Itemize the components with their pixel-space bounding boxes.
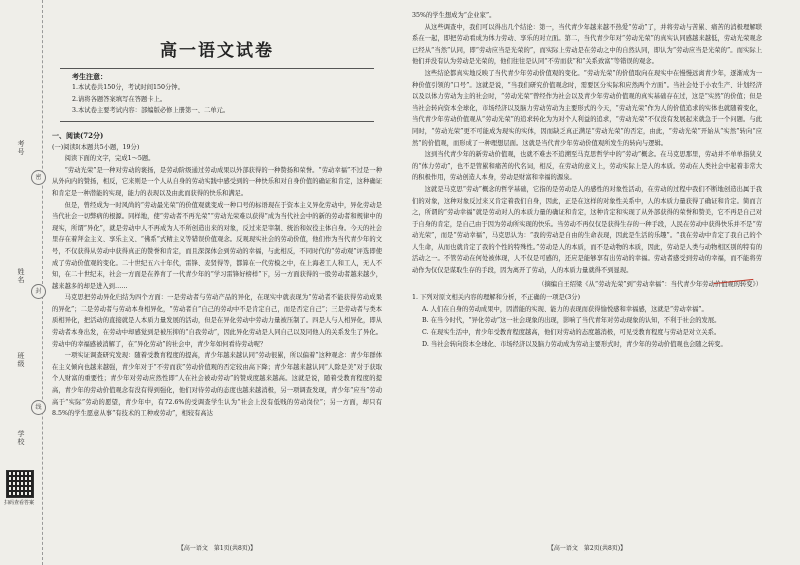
answer-option[interactable]: C. 在现实生活中，青少年受教育程度越高，他们对劳动的态度越消极，可见受教育程度与劳动是对立关系。 [422, 329, 721, 337]
passage-paragraph: 但是，曾经成为一时风尚的“劳动最光荣”的价值观就变成一种口号的标语现在于资本主义异化劳动中，异化劳动是当代社会一切弊病的根源。同样地，使“劳动者不再光荣”“劳动光荣难以获得”成为当代社会中的新的劳动者和规律中的现实，所谓“异化”，就是劳动中人不再成为人不所创造出来的对象，反过来是宰制、统治和奴役主体自身。今天的社会里存在着拜金主义、享乐主义、“佛系”式精主义等错误价值观念。反观现实社会的劳动价值，他们作为当代青少年的文号，不仅获得从劳动中获得真正的赞誉和肯定，而且深深体会到劳动的幸福，与此相反，不同时代的“劳动观”评选即使成了劳动价值观的变化。二十世纪五六十年代，雷锋、麦贤得等，都算在一代劳模之中，在上海老工人和工人，无人不知，在二十世纪末，社会一方面是在养育了一代青少年的“学习雷锋好榜样”下，另一方面获得的一股劳动者越来越少，越来越多的却是进入到…… [52, 201, 382, 290]
passage-paragraph: 这到当代青少年的新劳动价值观，也就不难去不追溯至马克思哲学中的“劳动”概念。在马克思那里，劳动并不单单指狭义的“体力劳动”，也不是管累和痛苦的代名词，相反，在劳动的意义上，劳动实际上是人的本质。劳动在人类社会中起着非常大的积极作用，劳动创造人本身，劳动是财富和幸福的源泉。 [412, 151, 762, 182]
notice-item: 1.本试卷共150分，考试时间150分钟。 [72, 84, 184, 92]
answer-option[interactable]: A. 人们在自身的劳动成果中，因潜能的实现、能力的表现而获得愉悦感和幸福感，这就是“劳动幸福”。 [422, 305, 708, 313]
section-heading: 一、阅读(72分) [52, 130, 104, 140]
page-title: 高一语文试卷 [160, 41, 274, 61]
passage-paragraph: 一项实证调查研究发现：随着受教育程度的提高，青少年越来越认同“劳动很累，所以偏着”这种观念：青少年群体在主义倾向也越来越强，青少年对于“不劳而获”劳动价值观的否定较由高下降；青少年越来越认同“人除是美”对于获取个人财富的重要性；青少年对劳动应然性即“人在社会被动劳动”的赞成度越来越高。这就是说，随着受教育程度的提高，青少年的劳动价值观念有没有得到强化，他们对待劳动的态度也越来越消极，另一项调查发现，青少年“应当”劳动高于“实际”劳动的愿望，青少年中，有72.6%的受调查学生认为“社会上没有低贱的劳动岗位”；另一方面，却只有8.5%的学生愿意从事“有技术的工种或劳动”，相较有高达 [52, 352, 382, 418]
instruction: 阅读下面的文字，完成1～5题。 [64, 155, 155, 163]
passage-continuation: 35%的学生想成为“企业家”。 [412, 12, 496, 19]
label-class: 班级 [17, 352, 25, 368]
seal-mark: 封 [31, 284, 46, 299]
label-name: 姓名 [17, 268, 25, 284]
page-2 [412, 10, 762, 555]
passage-paragraph: 这就是马克思“劳动”概念的哲学基础，它指的是劳动是人的感性的对象性活动，在劳动的过程中我们不断地创造出属于我们的对象，这种对象反过来又肯定着我们自身，因此，正是在这样的对象性关系中，人的本质力量获得了确证和肯定。简而言之，所谓的“劳动幸福”就是劳动对人的本质力量的确证和肯定，这种肯定和实现了从外部获得的荣誉和赞美，它不再是自己对于自身的肯定，是自己由于因为劳动所实现的快乐。当劳动不再仅仅是获得生存的一种手段，人民在劳动中获得快乐并不是“劳动光荣”，而是“劳动幸福”，马克思认为：“我的劳动是自由的生命表现，因此是生活的乐趣”。“我在劳动中肯定了我自己的个人生命，从而也就肯定了我的个性的特殊性。”劳动是人的本质，而不是动物的本质，因此，劳动是人类与动物相区别的特有的活动之一。不管劳动在何处被体现，人不仅是可感的，还应是能够享有出劳动的幸福。劳动者感受到劳动的幸福，而不能将劳动作为仅仅是谋取生存的手段，因为离开了劳动，人的本质力量就得不到显现。 [412, 185, 762, 275]
passage-paragraph: “劳动光荣”是一种对劳动的褒扬，是劳动阶级通过劳动成果以外部获得的一种赞扬和荣誉。“劳动幸福”不过是一种从外向内的赞扬，相反，它来则是一个人从自身的劳动实践中感受到的一种快乐和对自身价值的确证和肯定，这种确证和肯定是一种潜能的实现，能力的表现以及由此而获得的快乐和满足。 [52, 166, 382, 197]
exam-notice [60, 68, 374, 122]
label-school: 学校 [17, 430, 25, 446]
label-exam-number: 考号 [17, 140, 25, 156]
page-footer: 【高一语文 第2页(共8页)】 [547, 545, 627, 553]
notice-heading: 考生注意： [72, 71, 107, 81]
qr-code-icon[interactable] [6, 470, 34, 498]
source-citation: （摘编自王绍梁《从“劳动光荣”到“劳动幸福”：当代青少年劳动价值观的转变》） [538, 280, 762, 288]
notice-item: 3.本试卷主要考试内容：部编版必修上册第一、二单元。 [72, 107, 230, 115]
question-stem: 1. 下列对原文相关内容的理解和分析，不正确的一项是(3分) [412, 294, 581, 302]
seal-mark: 线 [31, 400, 46, 415]
passage-paragraph: 从这些调查中，我们可以得出几个结论：第一，当代青少年越来越不热爱“劳动”了，并将劳动与苦累、痛苦的消极理解联系在一起，即把劳动看成为体力劳动、享乐的对立面。第二，当代青少年对“劳动光荣”的真实认同感越来越低，劳动光荣观念已经从“当然”认同，即“劳动应当是光荣的”，而实际上劳动是在劳动之中的自然认同，即认为“劳动应当是光荣的”。而实际上他们并没有认为劳动是光荣的，他们往往是认同“不劳而获”和“关系致富”等错误的观念。 [412, 23, 762, 66]
passage-paragraph: 马克思把劳动异化归结为四个方面：一是劳动者与劳动产品的异化，在现实中就表现为“劳动者不能获得劳动成果的异化”；二是劳动者与劳动本身相异化，“劳动者自”自己的劳动中不是肯定自己，而是否定自己”；三是劳动者与类本质相异化，把活动的直接就是人本质力量发展的活动，但是在异化劳动中劳动力量被压制了。四是人与人相异化，即从劳动者本身出发，在劳动中却感觉到是被压抑的“自我劳动”，因此异化劳动是人同自己以及同他人的关系发生了异化。劳动中的幸福感被消解了，在“异化劳动”的社会中，青少年如何看待劳动呢？ [52, 294, 382, 348]
answer-option[interactable]: B. 在当今时代，“异化劳动”这一社会现象的出现，影响了当代青年对劳动现象的认知，不利于社会的发展。 [422, 317, 721, 325]
answer-option[interactable]: D. 当社会转向资本全球化、市场经济以及脑力劳动成为劳动主要形式时，青少年的劳动价值观也会随之转变。 [422, 340, 727, 348]
seal-mark: 密 [31, 170, 46, 185]
page-1 [52, 10, 382, 555]
notice-item: 2.请将各题答案填写在答题卡上。 [72, 95, 167, 103]
qr-caption: 扫码查看答案 [3, 500, 34, 506]
passage-paragraph: 这些结论都真实地反映了当代青少年劳动价值观的变化。“劳动光荣”的价值取向在现实中在慢慢远离青少年，逐渐成为一种价值引领的“口号”。这就是说，“当我们研究价值观念时，需要区分实际和应然两个方面”。当社会处于小农生产、计划经济以及以体力劳动为主的社会时，“劳动光荣”曾经作为社会以及青少年劳动价值观的真实基础存在过，这是“实然”的价值；但是当社会转向资本全球化，市场经济以及脑力劳动劳动为主要形式的今天，“劳动光荣”作为人的价值追求的实体也就随着变化，当代青少年劳动价值观从“劳动光荣”的追求转化为为对个人利益的追求，“劳动光荣”不仅没有发展起来就急于一个问题。与此同时，“劳动光荣”更不可能成为现实的实体，因而缺乏真正满足“劳动光荣”的否定，由此，“劳动光荣”开始从“实然”转向“应然”的价值观，而形成了一种理想层面。这就是当代青少年劳动价值观所发生的转向与逻辑。 [412, 69, 762, 147]
subsection-heading: (一)阅读Ⅰ(本题共5小题，19分) [52, 143, 140, 151]
page-footer: 【高一语文 第1页(共8页)】 [177, 545, 257, 553]
binding-margin [0, 0, 43, 565]
